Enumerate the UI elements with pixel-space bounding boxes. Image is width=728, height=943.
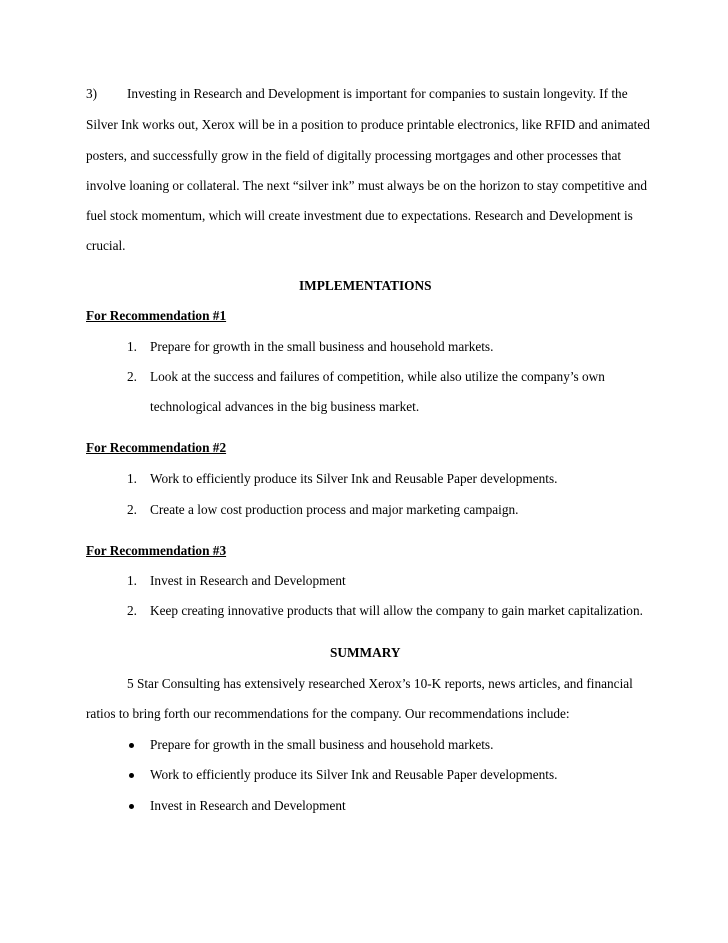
- rec3-item2-text: Keep creating innovative products that will allow the company to gain market capitalization.: [150, 603, 643, 618]
- point3-marker: 3): [86, 86, 98, 101]
- summary-title: SUMMARY: [330, 645, 401, 660]
- summary-line-1: 5 Star Consulting has extensively researched Xerox’s 10-K reports, news articles, and financial: [127, 676, 633, 691]
- summary-line-2: ratios to bring forth our recommendations for the company. Our recommendations include:: [86, 706, 570, 721]
- point3-line-2: Silver Ink works out, Xerox will be in a position to produce printable electronics, like RFID and animated: [86, 117, 650, 132]
- rec3-item1-num: 1.: [127, 573, 137, 588]
- rec1-item1-num: 1.: [127, 339, 137, 354]
- rec3-heading: For Recommendation #3: [86, 543, 227, 558]
- summary-bullet-1-text: Prepare for growth in the small business and household markets.: [150, 737, 494, 752]
- rec2-item1-num: 1.: [127, 471, 137, 486]
- rec1-item1-text: Prepare for growth in the small business and household markets.: [150, 339, 494, 354]
- summary-bullet-2-dot: [129, 773, 134, 778]
- point3-line-1: Investing in Research and Development is important for companies to sustain longevity. If the: [127, 86, 628, 101]
- rec1-item2-text-line2: technological advances in the big business market.: [150, 399, 420, 414]
- summary-bullet-3-text: Invest in Research and Development: [150, 798, 346, 813]
- rec2-item2-num: 2.: [127, 502, 137, 517]
- rec3-item2-num: 2.: [127, 603, 137, 618]
- summary-bullet-3-dot: [129, 804, 134, 809]
- point3-line-3: posters, and successfully grow in the field of digitally processing mortgages and other processes that: [86, 148, 622, 163]
- summary-bullet-2-text: Work to efficiently produce its Silver Ink and Reusable Paper developments.: [150, 767, 558, 782]
- point3-line-5: fuel stock momentum, which will create investment due to expectations. Research and Development is: [86, 208, 633, 223]
- summary-bullet-1-dot: [129, 743, 134, 748]
- rec3-item1-text: Invest in Research and Development: [150, 573, 346, 588]
- rec1-heading: For Recommendation #1: [86, 308, 227, 323]
- rec2-item1-text: Work to efficiently produce its Silver Ink and Reusable Paper developments.: [150, 471, 558, 486]
- implementations-title: IMPLEMENTATIONS: [299, 278, 432, 293]
- rec1-item2-num: 2.: [127, 369, 137, 384]
- point3-line-6: crucial.: [86, 238, 126, 253]
- rec2-heading: For Recommendation #2: [86, 440, 227, 455]
- rec1-item2-text-line1: Look at the success and failures of competition, while also utilize the company’s own: [150, 369, 605, 384]
- rec2-item2-text: Create a low cost production process and major marketing campaign.: [150, 502, 519, 517]
- point3-line-4: involve loaning or collateral. The next “silver ink” must always be on the horizon to stay competitive and: [86, 178, 648, 193]
